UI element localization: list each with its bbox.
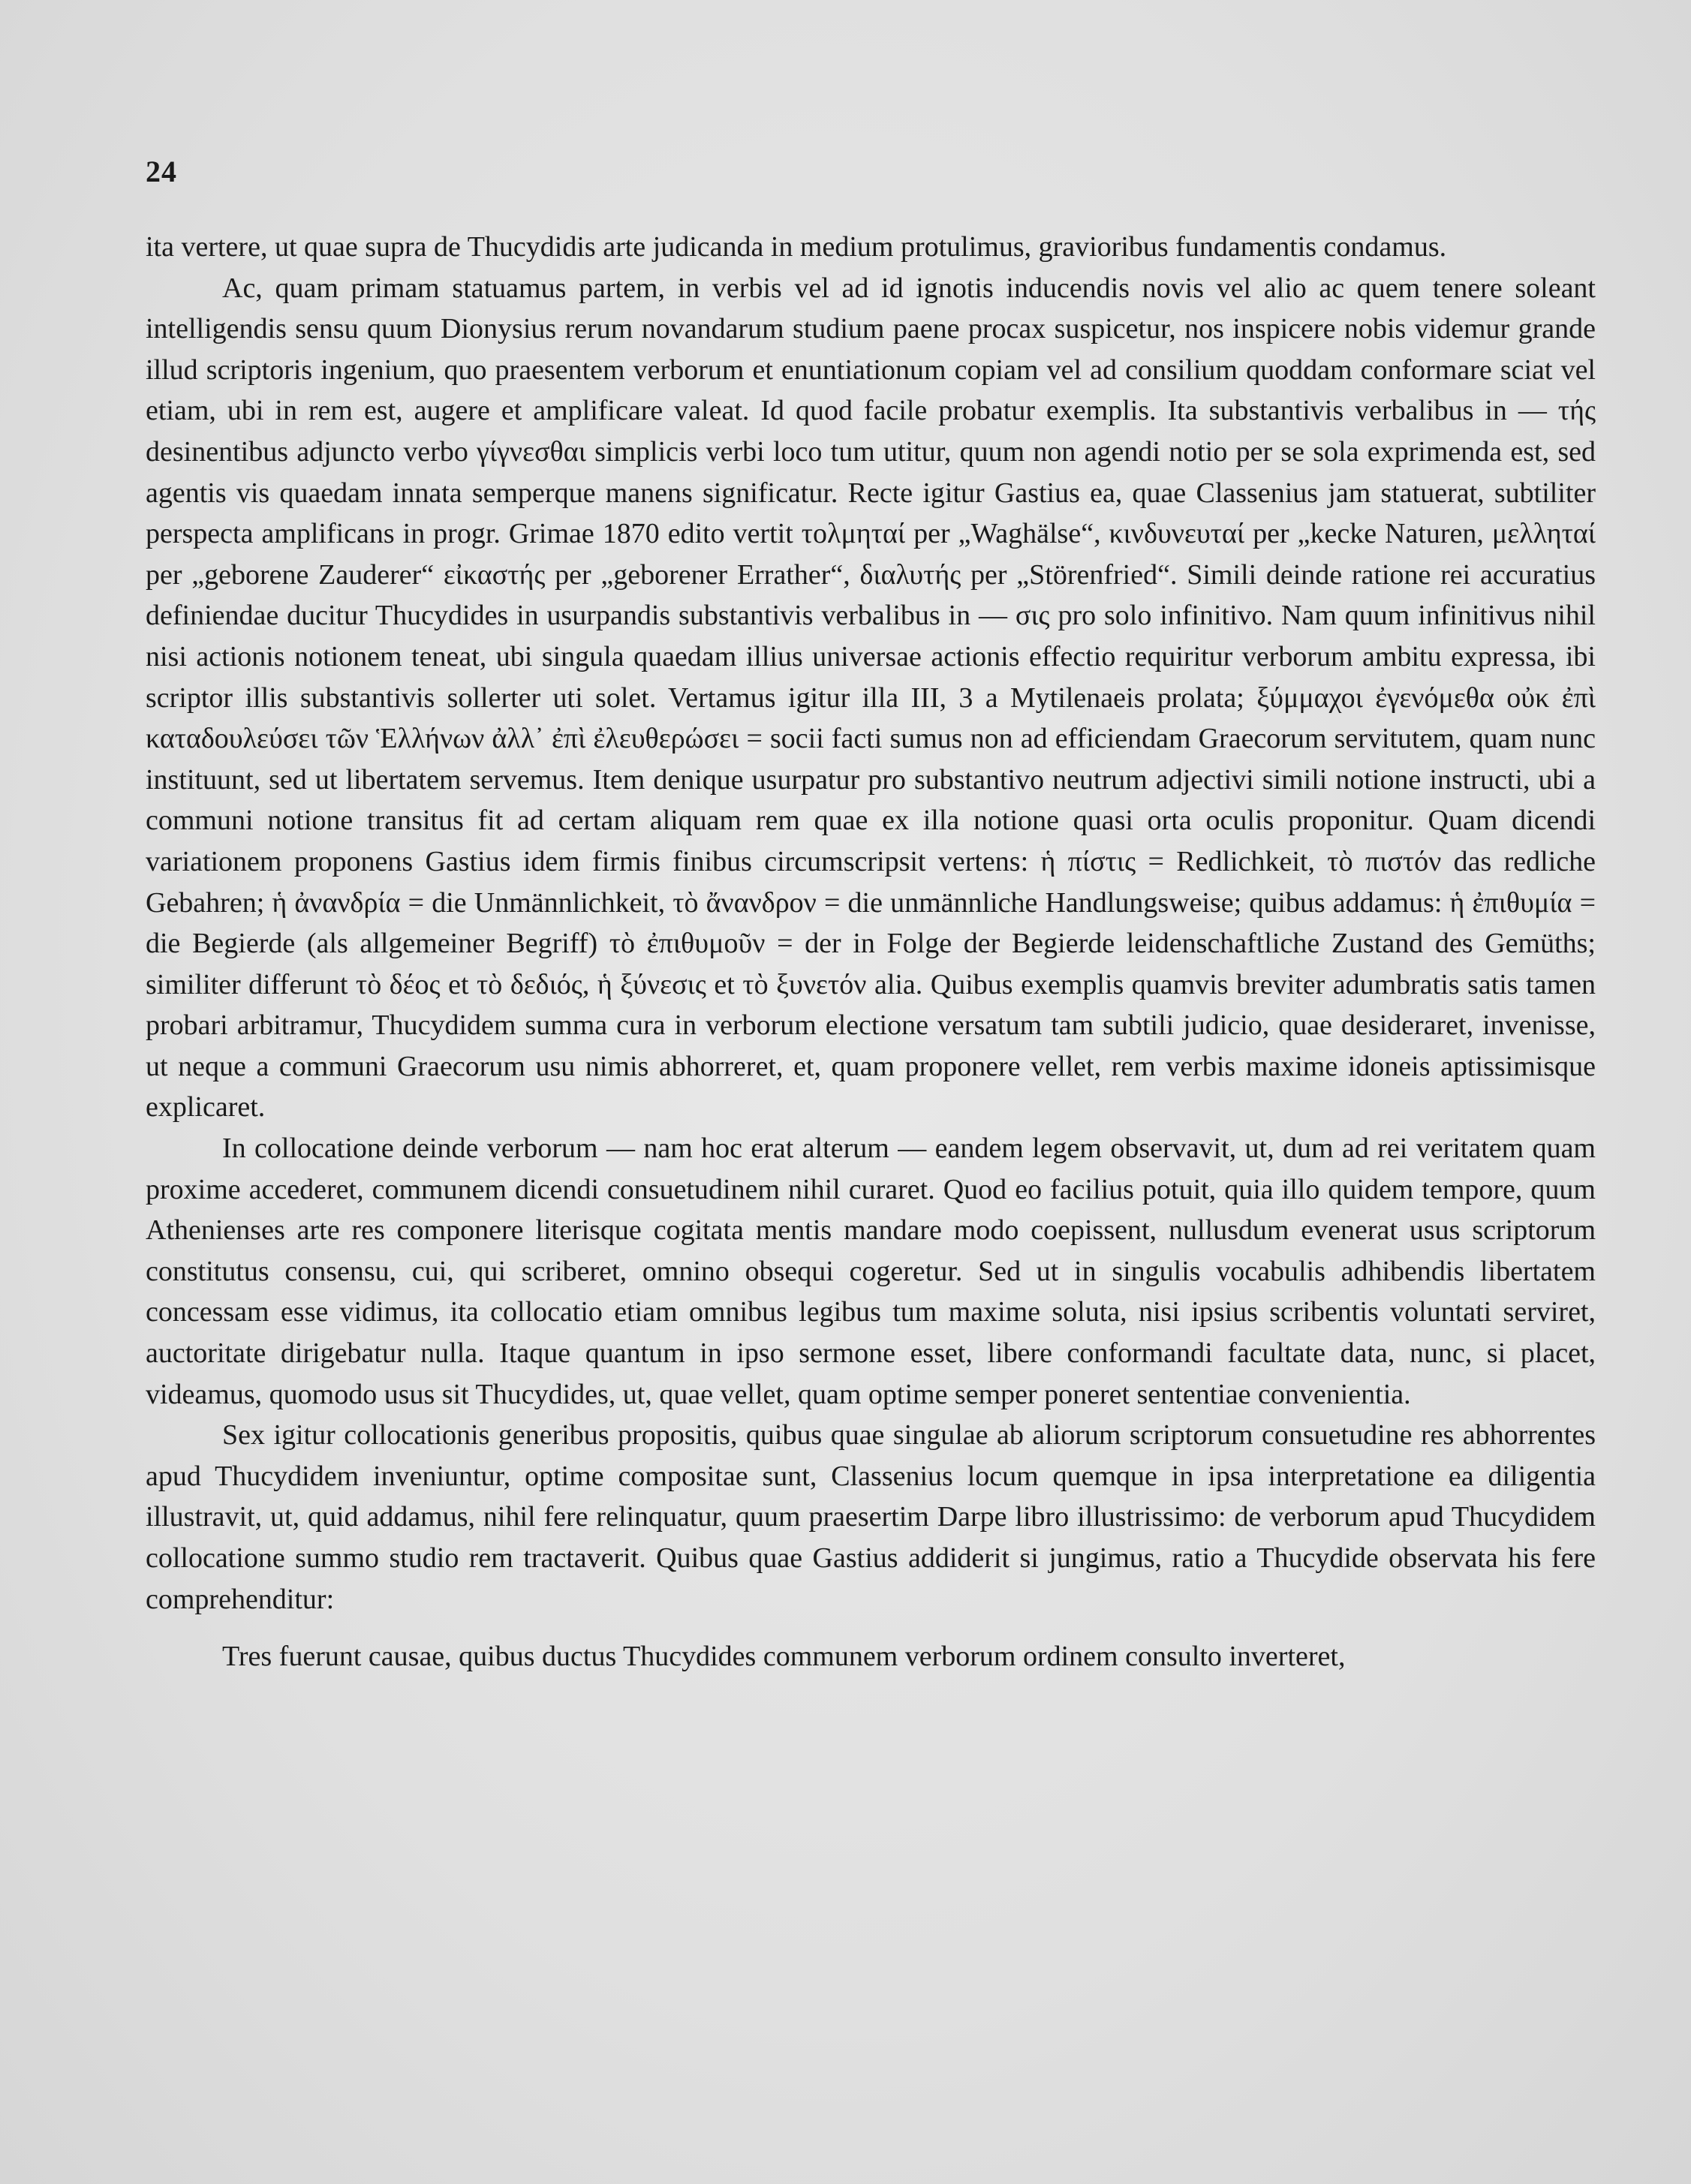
- page-number: 24: [146, 155, 177, 188]
- paragraph-collocation-types: Sex igitur collocationis generibus propositis, quibus quae singulae ab aliorum scriptorum consuetudine res abhorrentes apud Thucydidem inveniuntur, optime compositae sunt, Classenius locum quemque in ipsa interpretatione ea diligentia illustravit, ut, quid addamus, nihil fere relinquatur, quum praesertim Darpe libro illustrissimo: de verborum apud Thucydidem collocatione summo studio rem tractaverit. Quibus quae Gastius addiderit si jungimus, ratio a Thucydide observata his fere comprehenditur:: [146, 1419, 1596, 1615]
- paragraph-word-choice: Ac, quam primam statuamus partem, in verbis vel ad id ignotis inducendis novis vel alio ac quem tenere soleant intelligendis sensu quum Dionysius rerum novandarum studium paene procax suspicetur, nos inspicere nobis videmur grande illud scriptoris ingenium, quo praesentem verborum et enuntiationum copiam vel ad consilium quoddam conformare sciat vel etiam, ubi in rem est, augere et amplificare valeat. Id quod facile probatur exemplis. Ita substantivis verbalibus in — τής desinentibus adjuncto verbo γίγνεσθαι simplicis verbi loco tum utitur, quum non agendi notio per se sola exprimenda est, sed agentis vis quaedam innata semperque manens significatur. Recte igitur Gastius ea, quae Classenius jam statuerat, subtiliter perspecta amplificans in progr. Grimae 1870 edito vertit τολμηταί per „Waghälse“, κινδυνευταί per „kecke Naturen, μελληταί per „geborene Zauderer“ εἰκαστής per „geborener Errather“, διαλυτής per „Störenfried“. Simili deinde ratione rei accuratius definiendae ducitur Thucydides in usurpandis substantivis verbalibus in — σις pro solo infinitivo. Nam quum infinitivus nihil nisi actionis notionem teneat, ubi singula quaedam illius universae actionis effectio requiritur verborum ambitu expressa, ibi scriptor illis substantivis sollerter uti solet. Vertamus igitur illa III, 3 a Mytilenaeis prolata; ξύμμαχοι ἐγενόμεθα οὐκ ἐπὶ καταδουλεύσει τῶν Ἑλλήνων ἀλλ᾽ ἐπὶ ἐλευθερώσει = socii facti sumus non ad efficiendam Graecorum servitutem, quam nunc instituunt, sed ut libertatem servemus. Item denique usurpatur pro substantivo neutrum adjectivi simili notione instructi, ubi a communi notione transitus fit ad certam aliquam rem quae ex illa notione quasi orta oculis proponitur. Quam dicendi variationem proponens Gastius idem firmis finibus circumscripsit vertens: ἡ πίστις = Redlichkeit, τὸ πιστόν das redliche Gebahren; ἡ ἀνανδρία = die Unmännlichkeit, τὸ ἄνανδρον = die unmännliche Handlungsweise; quibus addamus: ἡ ἐπιθυμία = die Begierde (als allgemeiner Begriff) τὸ ἐπιθυμοῦν = der in Folge der Begierde leidenschaftliche Zustand des Gemüths; similiter differunt τὸ δέος et τὸ δεδιός, ἡ ξύνεσις et τὸ ξυνετόν alia. Quibus exemplis quamvis breviter adumbratis satis tamen probari arbitramur, Thucydidem summa cura in verborum electione versatum tam subtili judicio, quae desideraret, invenisse, ut neque a communi Graecorum usu nimis abhorreret, et, quam proponere vellet, rem verbis maxime idoneis aptissimisque explicaret.: [146, 272, 1596, 1124]
- paragraph-intro: ita vertere, ut quae supra de Thucydidis arte judicanda in medium protulimus, gravioribus fundamentis condamus.: [146, 231, 1447, 263]
- paragraph-word-order: In collocatione deinde verborum — nam hoc erat alterum — eandem legem observavit, ut, dum ad rei veritatem quam proxime accederet, communem dicendi consuetudinem nihil curaret. Quod eo facilius potuit, quia illo quidem tempore, quum Athenienses arte res componere literisque cogitata mentis mandare modo coepissent, nullusdum evenerat usus scriptorum constitutus consensu, cui, qui scriberet, omnino obsequi cogeretur. Sed ut in singulis vocabulis adhibendis libertatem concessam esse vidimus, ita collocatio etiam omnibus legibus tum maxime soluta, nisi ipsius scribentis voluntati serviret, auctoritate dirigebatur nulla. Itaque quantum in ipso sermone esset, libere conformandi facultate data, nunc, si placet, videamus, quomodo usus sit Thucydides, ut, quae vellet, quam optime semper poneret sententiae convenientia.: [146, 1133, 1596, 1410]
- paragraph-three-causes: Tres fuerunt causae, quibus ductus Thucydides communem verborum ordinem consulto inverteret,: [222, 1641, 1346, 1673]
- body-text: [146, 227, 1596, 1677]
